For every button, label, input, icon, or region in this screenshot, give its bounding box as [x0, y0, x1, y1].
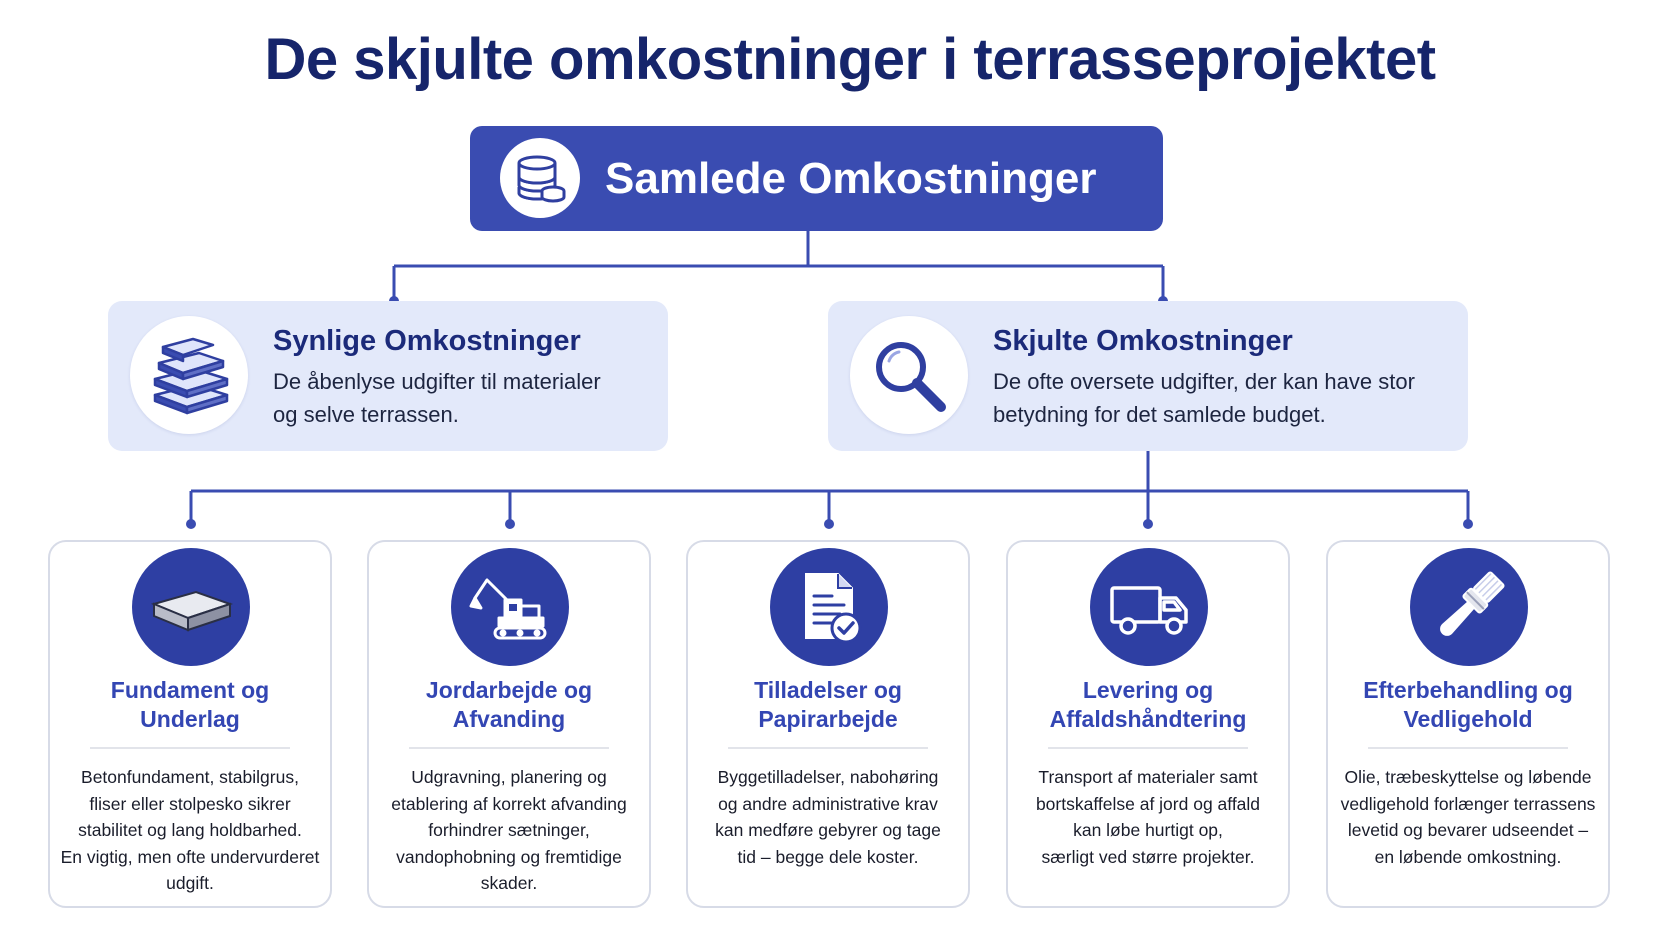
divider — [409, 747, 609, 749]
foundation-title: Fundament og Underlag — [110, 677, 270, 732]
permits-description: Byggetilladelser, nabohøring og andre administrative krav kan medføre gebyrer og tage tid – begge dele koster. — [715, 767, 941, 867]
earthwork-card — [367, 540, 651, 908]
delivery-card — [1006, 540, 1290, 908]
delivery-title: Levering og Affaldshåndtering — [1049, 677, 1247, 732]
delivery-description: Transport af materialer samt bortskaffelse af jord og affald kan løbe hurtigt op, særligt ved større projekter. — [1035, 767, 1261, 867]
maintenance-description: Olie, træbeskyttelse og løbende vedligehold forlænger terrassens levetid og bevarer udseendet – en løbende omkostning. — [1340, 767, 1596, 867]
divider — [90, 747, 290, 749]
earthwork-title: Jordarbejde og Afvanding — [425, 677, 593, 732]
excavator-icon — [451, 548, 569, 666]
document-check-icon — [770, 548, 888, 666]
divider — [728, 747, 928, 749]
foundation-description: Betonfundament, stabilgrus, fliser eller stolpesko sikrer stabilitet og lang holdbarhed. En vigtig, men ofte undervurderet udgift. — [60, 767, 320, 893]
permits-title: Tilladelser og Papirarbejde — [754, 677, 902, 732]
divider — [1048, 747, 1248, 749]
paintbrush-icon — [1410, 548, 1528, 666]
total-costs-node — [470, 126, 1163, 231]
visible-costs-node — [108, 301, 668, 451]
maintenance-title: Efterbehandling og Vedligehold — [1363, 677, 1573, 732]
coins-stack-icon — [500, 138, 580, 218]
maintenance-card — [1326, 540, 1610, 908]
earthwork-description: Udgravning, planering og etablering af korrekt afvanding forhindrer sætninger, vandophobning og fremtidige skader. — [391, 767, 627, 893]
permits-card — [686, 540, 970, 908]
page-title: De skjulte omkostninger i terrasseprojektet — [264, 27, 1436, 92]
visible-costs-title: Synlige Omkostninger — [273, 325, 581, 357]
hidden-costs-description: De ofte oversete udgifter, der kan have stor betydning for det samlede budget. — [993, 369, 1415, 427]
concrete-slab-icon — [132, 548, 250, 666]
magnifier-icon — [850, 316, 968, 434]
hidden-costs-title: Skjulte Omkostninger — [993, 325, 1293, 357]
lumber-stack-icon — [130, 316, 248, 434]
hidden-costs-node — [828, 301, 1468, 451]
foundation-card — [48, 540, 332, 908]
visible-costs-description: De åbenlyse udgifter til materialer og selve terrassen. — [273, 369, 601, 427]
truck-icon — [1090, 548, 1208, 666]
total-costs-label: Samlede Omkostninger — [605, 154, 1097, 203]
divider — [1368, 747, 1568, 749]
